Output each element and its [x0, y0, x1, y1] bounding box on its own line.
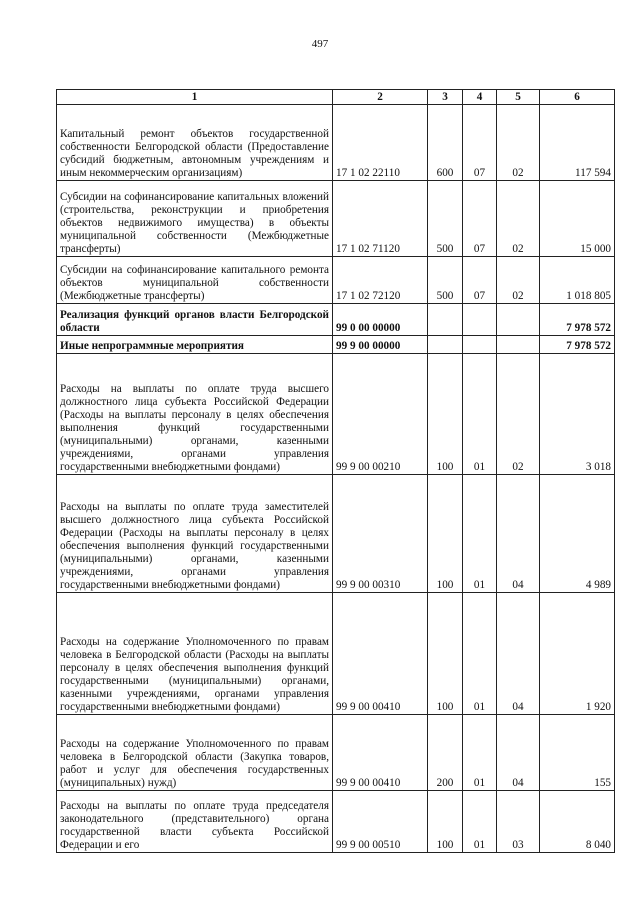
table-row [57, 593, 615, 715]
row-subsection: 04 [497, 593, 540, 715]
row-expense-type [428, 304, 463, 336]
row-amount: 8 040 [540, 791, 615, 853]
row-section: 01 [463, 475, 497, 593]
row-section [463, 304, 497, 336]
row-expense-type: 100 [428, 475, 463, 593]
row-subsection: 02 [497, 105, 540, 181]
table-row [57, 304, 615, 336]
row-subsection [497, 336, 540, 354]
row-code: 99 9 00 00000 [333, 336, 428, 354]
row-code: 17 1 02 71120 [333, 181, 428, 257]
budget-table [56, 89, 615, 853]
table-row [57, 354, 615, 475]
table-row [57, 257, 615, 304]
row-amount: 1 920 [540, 593, 615, 715]
header-col-3: 3 [428, 90, 463, 105]
row-section: 01 [463, 791, 497, 853]
row-expense-type: 100 [428, 354, 463, 475]
row-code: 99 9 00 00510 [333, 791, 428, 853]
header-col-5: 5 [497, 90, 540, 105]
header-col-1: 1 [57, 90, 333, 105]
row-section: 01 [463, 354, 497, 475]
row-subsection: 03 [497, 791, 540, 853]
row-amount: 7 978 572 [540, 304, 615, 336]
table-row [57, 475, 615, 593]
row-subsection: 02 [497, 181, 540, 257]
row-description: Расходы на выплаты по оплате труда председателя законодательного (представительного) органа государственной власти субъекта Российской Федерации и его [57, 791, 333, 853]
row-code: 99 9 00 00410 [333, 715, 428, 791]
row-description: Капитальный ремонт объектов государственной собственности Белгородской области (Предоставление субсидий бюджетным, автономным учреждениям и иным некоммерческим организациям) [57, 105, 333, 181]
table-row [57, 715, 615, 791]
row-code: 17 1 02 72120 [333, 257, 428, 304]
table-row [57, 181, 615, 257]
row-expense-type [428, 336, 463, 354]
row-subsection: 02 [497, 257, 540, 304]
header-col-6: 6 [540, 90, 615, 105]
row-description: Субсидии на софинансирование капитальных вложений (строительства, реконструкции и приобретения объектов недвижимого имущества) в объекты муниципальной собственности (Межбюджетные трансферты) [57, 181, 333, 257]
row-amount: 155 [540, 715, 615, 791]
header-col-4: 4 [463, 90, 497, 105]
row-subsection: 04 [497, 715, 540, 791]
table-row [57, 336, 615, 354]
table-row [57, 105, 615, 181]
row-section: 07 [463, 257, 497, 304]
row-description: Расходы на выплаты по оплате труда высшего должностного лица субъекта Российской Федерации (Расходы на выплаты персоналу в целях обеспечения выполнения функций государственными (муниципальными) органами, казенными учреждениями, органами управления государственными внебюджетными фондами) [57, 354, 333, 475]
row-code: 99 9 00 00410 [333, 593, 428, 715]
row-amount: 117 594 [540, 105, 615, 181]
row-expense-type: 200 [428, 715, 463, 791]
row-amount: 4 989 [540, 475, 615, 593]
row-section: 07 [463, 181, 497, 257]
row-code: 99 9 00 00310 [333, 475, 428, 593]
header-col-2: 2 [333, 90, 428, 105]
row-code: 99 9 00 00210 [333, 354, 428, 475]
row-expense-type: 100 [428, 791, 463, 853]
table-header [57, 90, 615, 105]
row-section [463, 336, 497, 354]
row-description: Расходы на содержание Уполномоченного по правам человека в Белгородской области (Расходы на выплаты персоналу в целях обеспечения выполнения функций государственными (муниципальными) органами, казенными учреждениями, органами управления государственными внебюджетными фондами) [57, 593, 333, 715]
row-code: 99 0 00 00000 [333, 304, 428, 336]
row-expense-type: 100 [428, 593, 463, 715]
row-expense-type: 500 [428, 181, 463, 257]
row-amount: 1 018 805 [540, 257, 615, 304]
table-body [57, 105, 615, 853]
row-section: 07 [463, 105, 497, 181]
row-description: Реализация функций органов власти Белгородской области [57, 304, 333, 336]
row-subsection [497, 304, 540, 336]
row-subsection: 02 [497, 354, 540, 475]
row-amount: 3 018 [540, 354, 615, 475]
row-description: Иные непрограммные мероприятия [57, 336, 333, 354]
page-number: 497 [311, 38, 329, 50]
row-subsection: 04 [497, 475, 540, 593]
row-expense-type: 500 [428, 257, 463, 304]
row-description: Субсидии на софинансирование капитального ремонта объектов муниципальной собственности (Межбюджетные трансферты) [57, 257, 333, 304]
row-amount: 7 978 572 [540, 336, 615, 354]
row-code: 17 1 02 22110 [333, 105, 428, 181]
row-amount: 15 000 [540, 181, 615, 257]
row-section: 01 [463, 593, 497, 715]
row-expense-type: 600 [428, 105, 463, 181]
row-description: Расходы на выплаты по оплате труда заместителей высшего должностного лица субъекта Российской Федерации (Расходы на выплаты персоналу в целях обеспечения выполнения функций государственными (муниципальными) органами, казенными учреждениями, органами управления государственными внебюджетными фондами) [57, 475, 333, 593]
table-row [57, 791, 615, 853]
row-section: 01 [463, 715, 497, 791]
row-description: Расходы на содержание Уполномоченного по правам человека в Белгородской области (Закупка товаров, работ и услуг для обеспечения государственных (муниципальных) нужд) [57, 715, 333, 791]
